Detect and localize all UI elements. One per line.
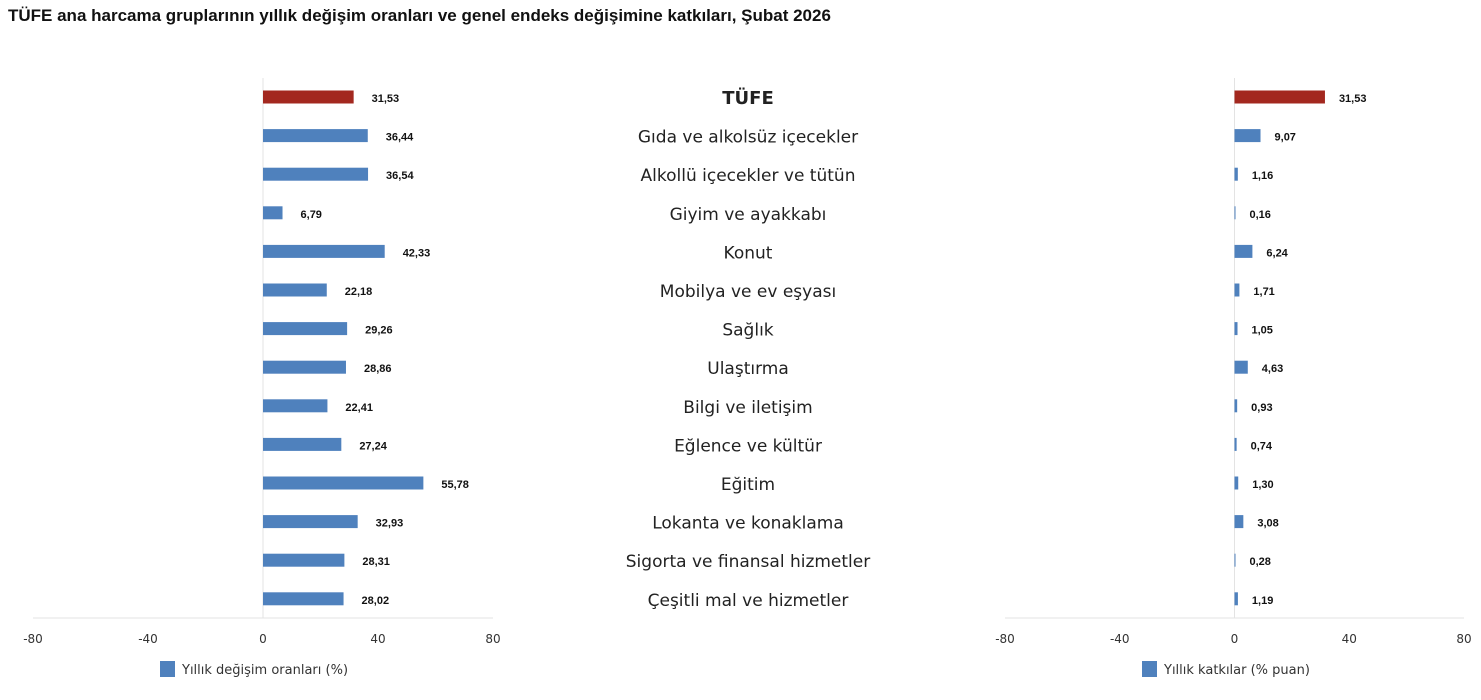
bar <box>263 206 283 219</box>
bar <box>1235 515 1244 528</box>
category-label: Ulaştırma <box>707 359 789 380</box>
category-label: Mobilya ve ev eşyası <box>659 282 837 302</box>
data-label: 3,08 <box>1257 517 1279 530</box>
category-label: Giyim ve ayakkabı <box>669 204 827 225</box>
data-label: 28,86 <box>363 363 392 376</box>
data-label: 0,74 <box>1250 440 1273 453</box>
data-label: 1,71 <box>1253 286 1275 298</box>
bar <box>1235 91 1325 104</box>
x-tick-label: -80 <box>995 632 1015 646</box>
category-label: Gıda ve alkolsüz içecekler <box>637 127 859 148</box>
bar <box>1235 399 1238 412</box>
bar <box>263 168 368 181</box>
data-label: 28,02 <box>361 594 390 607</box>
data-label: 55,78 <box>441 479 469 491</box>
data-label: 9,07 <box>1274 131 1296 144</box>
data-label: 0,93 <box>1251 401 1273 414</box>
bar <box>1235 438 1237 451</box>
bar <box>263 399 327 412</box>
x-tick-label: 40 <box>1341 632 1357 646</box>
bar <box>1235 477 1239 490</box>
bar <box>263 129 368 142</box>
category-label: Konut <box>723 243 773 264</box>
bar <box>1235 129 1261 142</box>
data-label: 29,26 <box>365 324 393 337</box>
bar <box>263 592 344 605</box>
data-label: 27,24 <box>359 440 387 453</box>
category-label: Eğitim <box>720 475 776 495</box>
data-label: 32,93 <box>375 517 404 530</box>
category-label: Sigorta ve finansal hizmetler <box>625 552 871 573</box>
x-tick-label: 80 <box>485 632 501 646</box>
category-label: Sağlık <box>722 320 774 341</box>
legend-swatch <box>1142 661 1157 677</box>
category-label: Alkollü içecekler ve tütün <box>640 166 856 187</box>
data-label: 1,16 <box>1251 170 1274 183</box>
data-label: 1,30 <box>1252 479 1274 491</box>
bar <box>1235 361 1248 374</box>
x-tick-label: 0 <box>1230 632 1239 646</box>
data-label: 22,41 <box>345 401 373 414</box>
legend-swatch <box>160 661 175 677</box>
data-label: 31,53 <box>1338 93 1367 105</box>
data-label: 36,54 <box>386 170 414 183</box>
category-label: Bilgi ve iletişim <box>683 397 813 418</box>
data-label: 1,05 <box>1251 324 1273 337</box>
legend-label: Yıllık katkılar (% puan) <box>1164 663 1310 678</box>
bar <box>1235 592 1238 605</box>
bar <box>1235 206 1236 219</box>
data-label: 0,16 <box>1249 208 1271 221</box>
x-tick-label: -40 <box>138 632 158 646</box>
data-label: 0,28 <box>1249 556 1271 569</box>
data-label: 1,19 <box>1251 594 1274 607</box>
data-label: 6,79 <box>300 208 322 221</box>
bar <box>263 515 358 528</box>
bar <box>263 322 347 335</box>
data-label: 22,18 <box>344 286 373 298</box>
bar <box>263 361 346 374</box>
x-tick-label: 0 <box>259 632 267 646</box>
bar <box>263 284 327 297</box>
x-tick-label: 40 <box>370 632 386 646</box>
category-label: TÜFE <box>722 88 774 109</box>
data-label: 31,53 <box>371 93 400 105</box>
category-label: Eğlence ve kültür <box>674 436 822 457</box>
x-tick-label: 80 <box>1456 632 1472 646</box>
data-label: 4,63 <box>1261 363 1284 376</box>
data-label: 42,33 <box>402 247 431 260</box>
bar <box>1235 284 1240 297</box>
bar <box>1235 168 1238 181</box>
category-label: Lokanta ve konaklama <box>652 513 844 534</box>
bar <box>1235 554 1236 567</box>
chart-title: TÜFE ana harcama gruplarının yıllık değişim oranları ve genel endeks değişimine katkıları, Şubat 2026 <box>8 6 831 25</box>
data-label: 28,31 <box>362 556 390 569</box>
x-tick-label: -80 <box>23 632 43 646</box>
bar <box>263 554 344 567</box>
category-label: Çeşitli mal ve hizmetler <box>647 590 849 611</box>
bar <box>263 477 423 490</box>
data-label: 36,44 <box>385 131 414 144</box>
bar <box>263 245 385 258</box>
bar <box>263 438 341 451</box>
x-tick-label: -40 <box>1109 632 1130 646</box>
legend-label: Yıllık değişim oranları (%) <box>182 663 349 678</box>
data-label: 6,24 <box>1266 247 1288 260</box>
bar <box>1235 322 1238 335</box>
bar <box>263 91 354 104</box>
bar <box>1235 245 1253 258</box>
